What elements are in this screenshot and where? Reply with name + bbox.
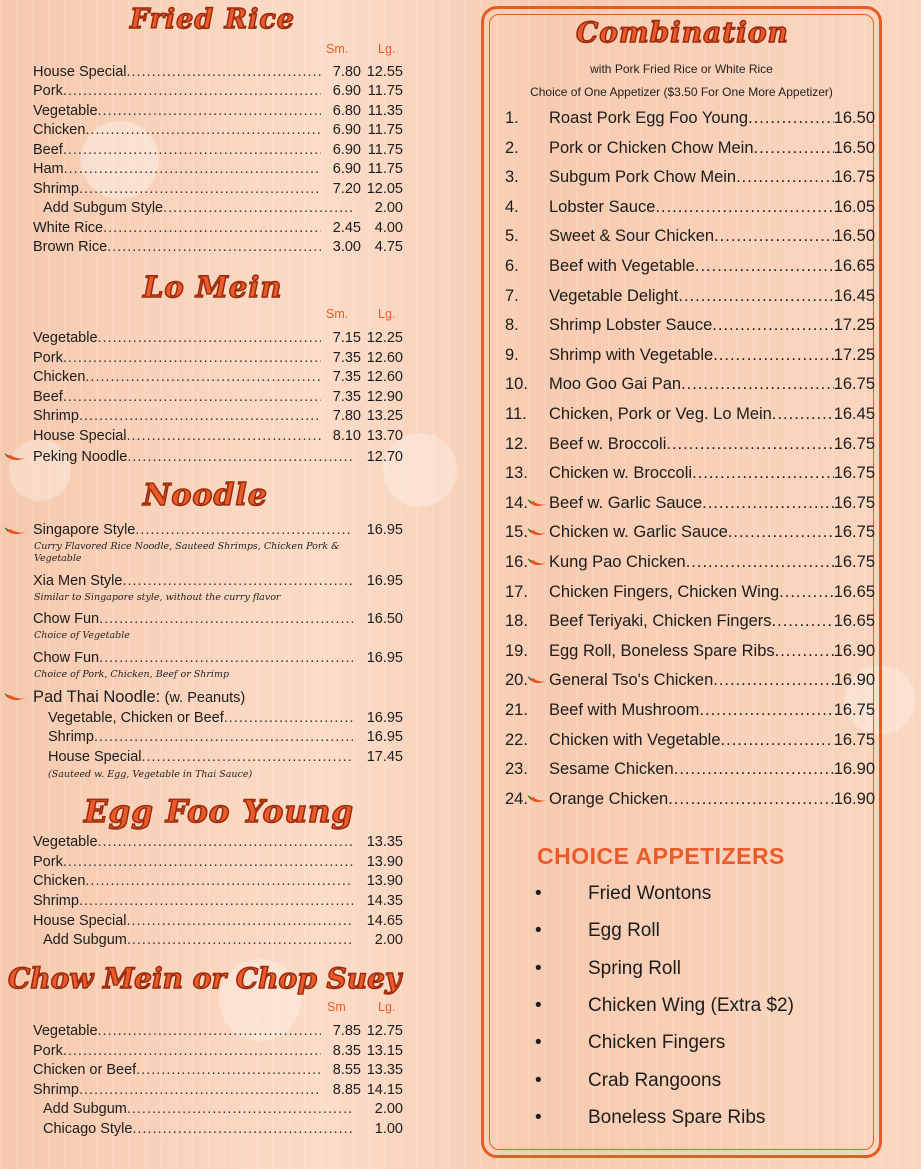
item-description: Vegetable xyxy=(34,553,82,564)
bullet: • xyxy=(535,1106,542,1128)
combination-row xyxy=(499,370,875,398)
menu-row xyxy=(33,406,403,426)
item-number: 19. xyxy=(505,641,528,660)
item-name: Shrimp xyxy=(33,181,79,197)
combination-row xyxy=(499,489,875,517)
price-large: 12.05 xyxy=(366,181,403,197)
item-number: 1. xyxy=(505,109,519,127)
item-description: Choice of Vegetable xyxy=(34,630,130,641)
lo-mein-sm-label: Sm. xyxy=(326,307,349,321)
item-name: Beef with Mushroom xyxy=(549,701,700,719)
menu-row xyxy=(33,120,403,140)
combination-row xyxy=(499,666,875,694)
item-name: Chicken, Pork or Veg. Lo Mein xyxy=(549,405,772,423)
item-number: 4. xyxy=(505,197,519,216)
menu-row xyxy=(33,609,403,629)
item-number: 5. xyxy=(505,227,519,246)
item-number: 17. xyxy=(505,582,528,601)
price: 16.90 xyxy=(833,760,875,779)
item-name: Chicago Style xyxy=(43,1121,133,1137)
price: 16.90 xyxy=(833,671,875,690)
price-small: 7.35 xyxy=(332,350,361,366)
menu-row-addon xyxy=(43,1099,403,1119)
price: 16.95 xyxy=(366,650,403,666)
item-description: (Sauteed w. Egg, Vegetable in Thai Sauce) xyxy=(48,769,253,780)
price-large: 13.15 xyxy=(366,1043,403,1059)
item-name: Moo Goo Gai Pan xyxy=(549,375,682,394)
menu-row xyxy=(33,237,403,257)
appetizers-title: CHOICE APPETIZERS xyxy=(537,843,785,869)
price-large: 12.55 xyxy=(366,64,403,80)
item-name: Orange Chicken xyxy=(549,789,669,808)
price-small: 6.90 xyxy=(332,161,361,177)
item-name: Chicken Fingers, Chicken Wing xyxy=(549,582,780,601)
chow-mein-lg-label: Lg. xyxy=(378,1000,396,1014)
menu-row xyxy=(33,871,403,891)
price-large: 11.75 xyxy=(367,122,403,138)
item-name: Shrimp xyxy=(33,1082,79,1098)
menu-row xyxy=(33,328,403,348)
price-small: 7.35 xyxy=(332,389,361,405)
combination-row xyxy=(499,578,875,606)
combination-row xyxy=(499,400,875,428)
menu-row xyxy=(33,367,403,387)
item-number: 20. xyxy=(505,671,528,690)
item-name: Chicken xyxy=(33,122,86,138)
price-large: 13.70 xyxy=(366,428,403,444)
price-small: 8.55 xyxy=(332,1062,361,1078)
appetizer-name: Fried Wontons xyxy=(588,883,712,904)
item-name: Add Subgum xyxy=(43,932,127,948)
appetizer-item xyxy=(535,954,681,984)
item-name: Kung Pao Chicken xyxy=(549,553,686,571)
price: 16.95 xyxy=(366,710,403,726)
appetizer-item xyxy=(535,879,711,909)
item-name: Lobster Sauce xyxy=(549,197,656,216)
menu-row xyxy=(33,348,403,368)
price-small: 3.00 xyxy=(332,239,361,255)
price: 1.00 xyxy=(374,1121,403,1137)
combination-row xyxy=(499,548,875,576)
item-name: Chicken or Beef xyxy=(33,1062,137,1078)
chili-pepper-icon xyxy=(4,692,28,704)
item-description: Similar to Singapore style, without the curry flavor xyxy=(34,592,281,603)
price-small: 7.80 xyxy=(332,64,361,80)
appetizer-item xyxy=(535,916,660,946)
menu-row xyxy=(33,852,403,872)
price-small: 7.20 xyxy=(332,181,361,197)
price: 16.75 xyxy=(833,730,875,749)
item-name: Chicken w. Garlic Sauce xyxy=(549,523,728,542)
item-name: House Special xyxy=(33,64,127,80)
item-number: 8. xyxy=(505,316,519,335)
price: 16.75 xyxy=(833,168,875,187)
item-name: Vegetable xyxy=(33,1023,98,1039)
fried-rice-title: Fried Rice xyxy=(130,4,295,35)
item-name: Chicken w. Broccoli xyxy=(549,464,693,483)
chili-pepper-icon xyxy=(4,526,28,538)
fried-rice-lg-label: Lg. xyxy=(378,42,396,56)
price: 16.75 xyxy=(833,375,875,394)
price-large: 4.00 xyxy=(374,220,403,236)
bullet: • xyxy=(535,994,542,1016)
item-name: Beef with Vegetable xyxy=(549,257,695,275)
price: 16.65 xyxy=(833,257,875,275)
price: 2.00 xyxy=(374,932,403,948)
item-number: 3. xyxy=(505,168,519,187)
appetizer-name: Boneless Spare Ribs xyxy=(588,1106,766,1128)
chow-mein-title: Chow Mein or Chop Suey xyxy=(8,962,402,995)
price: 13.35 xyxy=(366,834,403,850)
item-name: Beef w. Broccoli xyxy=(549,434,667,453)
price-large: 14.15 xyxy=(366,1082,403,1098)
menu-row xyxy=(33,1021,403,1041)
item-name: Beef xyxy=(33,389,63,405)
price-large: 11.75 xyxy=(367,83,403,99)
noodle-title: Noodle xyxy=(143,478,268,513)
chow-mein-sm-label: Sm xyxy=(327,1000,346,1014)
price: 16.05 xyxy=(833,197,875,216)
menu-row xyxy=(33,101,403,121)
price: 12.70 xyxy=(366,449,403,465)
item-name: Chow Fun xyxy=(33,611,100,627)
combination-row xyxy=(499,785,875,813)
item-name: Beef xyxy=(33,142,63,158)
item-name: Chicken xyxy=(33,369,86,385)
item-name: Vegetable xyxy=(33,834,98,850)
item-number: 7. xyxy=(505,286,519,305)
menu-row xyxy=(33,1060,403,1080)
price: 16.75 xyxy=(833,523,875,542)
menu-row xyxy=(33,911,403,931)
item-description: Curry Flavored Rice Noodle, Sauteed Shrimps, Chicken Pork & xyxy=(34,541,340,552)
item-number: 21. xyxy=(505,701,528,719)
menu-row-addon xyxy=(43,1119,403,1139)
item-name: Beef Teriyaki, Chicken Fingers xyxy=(549,612,772,631)
price: 16.75 xyxy=(833,493,875,512)
menu-row xyxy=(48,708,403,728)
menu-row-addon xyxy=(43,198,403,218)
combination-row xyxy=(499,755,875,783)
price: 16.90 xyxy=(833,789,875,808)
price: 16.45 xyxy=(833,286,875,305)
item-name: Singapore Style xyxy=(33,522,136,538)
price-large: 4.75 xyxy=(374,239,403,255)
price-small: 7.85 xyxy=(332,1023,361,1039)
item-name: Peking Noodle xyxy=(33,449,128,465)
price-large: 11.35 xyxy=(367,103,403,119)
item-name-note: (w. Peanuts) xyxy=(164,690,246,706)
combination-row xyxy=(499,193,875,221)
item-number: 12. xyxy=(505,434,528,453)
bullet: • xyxy=(535,957,542,979)
item-name: House Special xyxy=(33,913,127,929)
item-name: House Special xyxy=(48,749,142,765)
combination-row xyxy=(499,134,875,162)
item-name: Vegetable Delight xyxy=(549,286,679,305)
price: 13.90 xyxy=(366,873,403,889)
item-name: Beef w. Garlic Sauce xyxy=(549,493,703,512)
fried-rice-sm-label: Sm. xyxy=(326,42,349,56)
egg-foo-young-title: Egg Foo Young xyxy=(84,794,355,830)
price-large: 12.25 xyxy=(366,330,403,346)
price: 16.50 xyxy=(833,109,875,127)
item-name: Vegetable xyxy=(33,330,98,346)
price-small: 6.90 xyxy=(332,122,361,138)
price: 13.90 xyxy=(366,854,403,870)
menu-row xyxy=(33,1041,403,1061)
menu-row xyxy=(48,727,403,747)
item-name: Vegetable, Chicken or Beef xyxy=(48,710,224,726)
price: 16.90 xyxy=(833,641,875,660)
item-name: House Special xyxy=(33,428,127,444)
bullet: • xyxy=(535,883,542,904)
menu-row xyxy=(33,1080,403,1100)
combination-row xyxy=(499,459,875,487)
menu-row xyxy=(33,179,403,199)
combination-row xyxy=(499,311,875,339)
menu-row xyxy=(33,387,403,407)
bullet: • xyxy=(535,1032,542,1054)
combination-row xyxy=(499,637,875,665)
price: 2.00 xyxy=(374,200,403,216)
price: 16.95 xyxy=(366,522,403,538)
combination-row xyxy=(499,252,875,280)
item-name: Pork or Chicken Chow Mein xyxy=(549,138,754,157)
price: 14.35 xyxy=(366,893,403,909)
menu-row xyxy=(33,891,403,911)
price-large: 13.35 xyxy=(366,1062,403,1078)
price: 17.25 xyxy=(833,316,875,335)
price: 17.25 xyxy=(833,345,875,364)
appetizer-name: Egg Roll xyxy=(588,920,660,942)
price: 16.75 xyxy=(833,701,875,719)
price: 16.50 xyxy=(366,611,403,627)
price: 14.65 xyxy=(366,913,403,929)
item-name: Pork xyxy=(33,854,63,870)
price-large: 12.75 xyxy=(366,1023,403,1039)
chili-pepper-icon xyxy=(527,675,547,687)
appetizer-item xyxy=(535,1066,721,1096)
item-number: 13. xyxy=(505,464,528,483)
item-description: Choice of Pork, Chicken, Beef or Shrimp xyxy=(34,669,230,680)
price: 16.95 xyxy=(366,729,403,745)
item-number: 2. xyxy=(505,138,519,157)
price-small: 6.90 xyxy=(332,142,361,158)
price: 16.75 xyxy=(833,464,875,483)
menu-row xyxy=(33,571,403,591)
item-number: 18. xyxy=(505,612,528,631)
chili-pepper-icon xyxy=(527,527,547,539)
item-name: Sesame Chicken xyxy=(549,760,674,779)
price-large: 12.60 xyxy=(366,369,403,385)
price-small: 7.15 xyxy=(332,330,361,346)
combination-row xyxy=(499,222,875,250)
menu-row xyxy=(33,140,403,160)
combination-row xyxy=(499,518,875,546)
item-name: Pork xyxy=(33,83,63,99)
item-number: 24. xyxy=(505,789,528,808)
combination-row xyxy=(499,282,875,310)
menu-row xyxy=(33,62,403,82)
price-large: 12.90 xyxy=(366,389,403,405)
menu-row xyxy=(33,81,403,101)
price: 16.75 xyxy=(833,553,875,571)
menu-row xyxy=(48,747,403,767)
item-name: Sweet & Sour Chicken xyxy=(549,227,715,246)
appetizer-item xyxy=(535,991,794,1021)
appetizer-name: Chicken Fingers xyxy=(588,1032,726,1054)
item-name: General Tso's Chicken xyxy=(549,671,714,690)
item-name: Shrimp xyxy=(48,729,94,745)
pad-thai-heading xyxy=(33,686,245,708)
price: 16.95 xyxy=(366,573,403,589)
item-number: 6. xyxy=(505,257,519,275)
price: 2.00 xyxy=(374,1101,403,1117)
item-name: Add Subgum Style xyxy=(43,200,164,216)
item-number: 22. xyxy=(505,730,528,749)
item-name: Chow Fun xyxy=(33,650,100,666)
price-small: 6.90 xyxy=(332,83,361,99)
price-small: 8.10 xyxy=(332,428,361,444)
item-name: Shrimp Lobster Sauce xyxy=(549,316,713,335)
price: 16.75 xyxy=(833,434,875,453)
appetizer-item xyxy=(535,1103,765,1133)
bullet: • xyxy=(535,920,542,942)
item-name: Brown Rice xyxy=(33,239,108,255)
price-small: 7.35 xyxy=(332,369,361,385)
price: 16.50 xyxy=(833,138,875,157)
menu-row xyxy=(33,832,403,852)
item-name: Add Subgum xyxy=(43,1101,127,1117)
menu-row xyxy=(33,520,403,540)
item-number: 23. xyxy=(505,760,528,779)
item-number: 10. xyxy=(505,375,528,394)
combination-subtitle: with Pork Fried Rice or White Rice xyxy=(590,62,773,76)
item-name: Shrimp with Vegetable xyxy=(549,345,714,364)
price: 16.50 xyxy=(833,227,875,246)
appetizer-name: Crab Rangoons xyxy=(588,1069,722,1091)
menu-row xyxy=(33,218,403,238)
item-name: White Rice xyxy=(33,220,104,236)
item-name: Pork xyxy=(33,1043,63,1059)
combination-row xyxy=(499,607,875,635)
lo-mein-title: Lo Mein xyxy=(143,270,283,304)
price-small: 8.35 xyxy=(332,1043,361,1059)
price: 17.45 xyxy=(366,749,403,765)
item-name: Chicken with Vegetable xyxy=(549,730,721,749)
item-name: Pad Thai Noodle: xyxy=(33,688,161,706)
combination-title: Combination xyxy=(576,16,789,49)
item-name: Xia Men Style xyxy=(33,573,123,589)
item-number: 16. xyxy=(505,553,528,571)
menu-row xyxy=(33,447,403,467)
price-small: 2.45 xyxy=(332,220,361,236)
lo-mein-lg-label: Lg. xyxy=(378,307,396,321)
combination-row xyxy=(499,726,875,754)
chili-pepper-icon xyxy=(527,557,547,569)
item-name: Shrimp xyxy=(33,408,79,424)
price-large: 11.75 xyxy=(367,142,403,158)
price-large: 11.75 xyxy=(367,161,403,177)
item-number: 14. xyxy=(505,493,528,512)
item-name: Vegetable xyxy=(33,103,98,119)
item-name: Shrimp xyxy=(33,893,79,909)
chili-pepper-icon xyxy=(527,794,547,806)
item-number: 11. xyxy=(505,405,527,423)
appetizer-name: Chicken Wing (Extra $2) xyxy=(588,994,794,1016)
combination-row xyxy=(499,696,875,724)
combination-row xyxy=(499,104,875,132)
appetizer-name: Spring Roll xyxy=(588,957,681,979)
combination-row xyxy=(499,341,875,369)
item-name: Roast Pork Egg Foo Young xyxy=(549,109,749,127)
item-number: 9. xyxy=(505,345,519,364)
item-name: Subgum Pork Chow Mein xyxy=(549,168,737,187)
combination-subtitle-appetizer: Choice of One Appetizer ($3.50 For One More Appetizer) xyxy=(530,85,833,99)
item-name: Egg Roll, Boneless Spare Ribs xyxy=(549,641,775,660)
menu-row xyxy=(33,648,403,668)
item-number: 15. xyxy=(505,523,528,542)
chili-pepper-icon xyxy=(527,498,547,510)
item-name: Pork xyxy=(33,350,63,366)
menu-row xyxy=(33,159,403,179)
menu-row xyxy=(33,426,403,446)
bullet: • xyxy=(535,1069,542,1091)
combination-row xyxy=(499,430,875,458)
price: 16.45 xyxy=(833,405,875,423)
item-name: Ham xyxy=(33,161,64,177)
item-name: Chicken xyxy=(33,873,86,889)
chili-pepper-icon xyxy=(4,452,28,464)
appetizer-item xyxy=(535,1028,725,1058)
menu-row-addon xyxy=(43,930,403,950)
price: 16.65 xyxy=(833,582,875,601)
price: 16.65 xyxy=(833,612,875,631)
price-small: 8.85 xyxy=(332,1082,361,1098)
combination-row xyxy=(499,163,875,191)
price-small: 7.80 xyxy=(332,408,361,424)
price-small: 6.80 xyxy=(332,103,361,119)
price-large: 13.25 xyxy=(366,408,403,424)
price-large: 12.60 xyxy=(366,350,403,366)
